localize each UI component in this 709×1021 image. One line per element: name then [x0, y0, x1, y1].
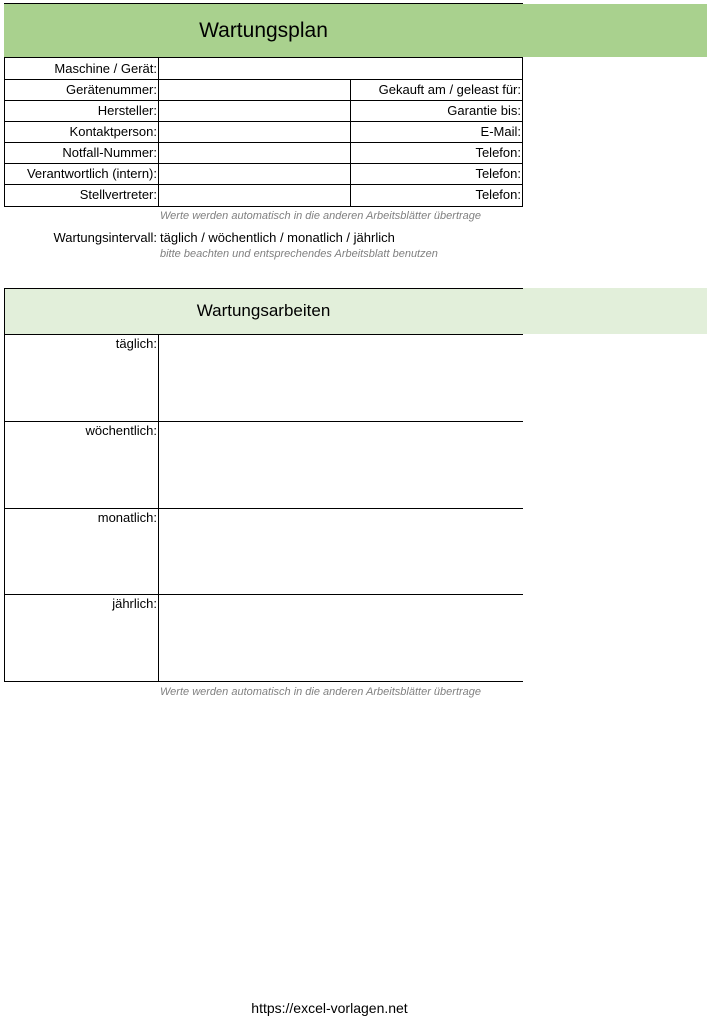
contact-person-label: Kontaktperson: [69, 124, 157, 139]
title-top-border [4, 3, 523, 4]
weekly-label: wöchentlich: [85, 423, 157, 438]
contact-person-input[interactable] [159, 122, 350, 142]
purchased-label: Gekauft am / geleast für: [378, 82, 521, 97]
device-number-label: Gerätenummer: [65, 82, 157, 97]
deputy-input[interactable] [159, 185, 350, 206]
page-title: Wartungsplan [199, 19, 328, 42]
yearly-label: jährlich: [112, 596, 157, 611]
emergency-number-label: Notfall-Nummer: [62, 145, 157, 160]
deputy-label: Stellvertreter: [79, 187, 157, 202]
weekly-tasks-input[interactable] [159, 422, 522, 508]
emergency-number-input[interactable] [159, 143, 350, 163]
tasks-bottom-border [4, 681, 523, 682]
auto-transfer-note: Werte werden automatisch in die anderen Arbeitsblätter übertrage [160, 210, 482, 222]
daily-tasks-input[interactable] [159, 335, 522, 421]
responsible-label: Verantwortlich (intern): [26, 166, 157, 181]
warranty-label: Garantie bis: [447, 103, 521, 118]
monthly-label: monatlich: [97, 510, 157, 525]
responsible-input[interactable] [159, 164, 350, 184]
section-title: Wartungsarbeiten [196, 301, 331, 320]
email-label: E-Mail: [480, 124, 521, 139]
footer-url[interactable]: https://excel-vorlagen.net [251, 1000, 408, 1016]
tasks-auto-transfer-note: Werte werden automatisch in die anderen Arbeitsblätter übertrage [160, 686, 482, 698]
interval-hint: bitte beachten und entsprechendes Arbeitsblatt benutzen [160, 248, 438, 260]
interval-value[interactable]: täglich / wöchentlich / monatlich / jährlich [160, 230, 395, 245]
machine-input[interactable] [159, 58, 522, 79]
phone-label: Telefon: [475, 166, 521, 181]
device-number-input[interactable] [159, 80, 350, 100]
monthly-tasks-input[interactable] [159, 509, 522, 594]
interval-label: Wartungsintervall: [53, 230, 157, 245]
phone-label: Telefon: [475, 145, 521, 160]
info-row-line [4, 206, 523, 207]
section-top-border [4, 288, 523, 289]
daily-label: täglich: [115, 336, 157, 351]
machine-label: Maschine / Gerät: [54, 61, 157, 76]
manufacturer-input[interactable] [159, 101, 350, 121]
yearly-tasks-input[interactable] [159, 595, 522, 681]
section-left-border [4, 288, 5, 334]
manufacturer-label: Hersteller: [97, 103, 157, 118]
phone-label: Telefon: [475, 187, 521, 202]
